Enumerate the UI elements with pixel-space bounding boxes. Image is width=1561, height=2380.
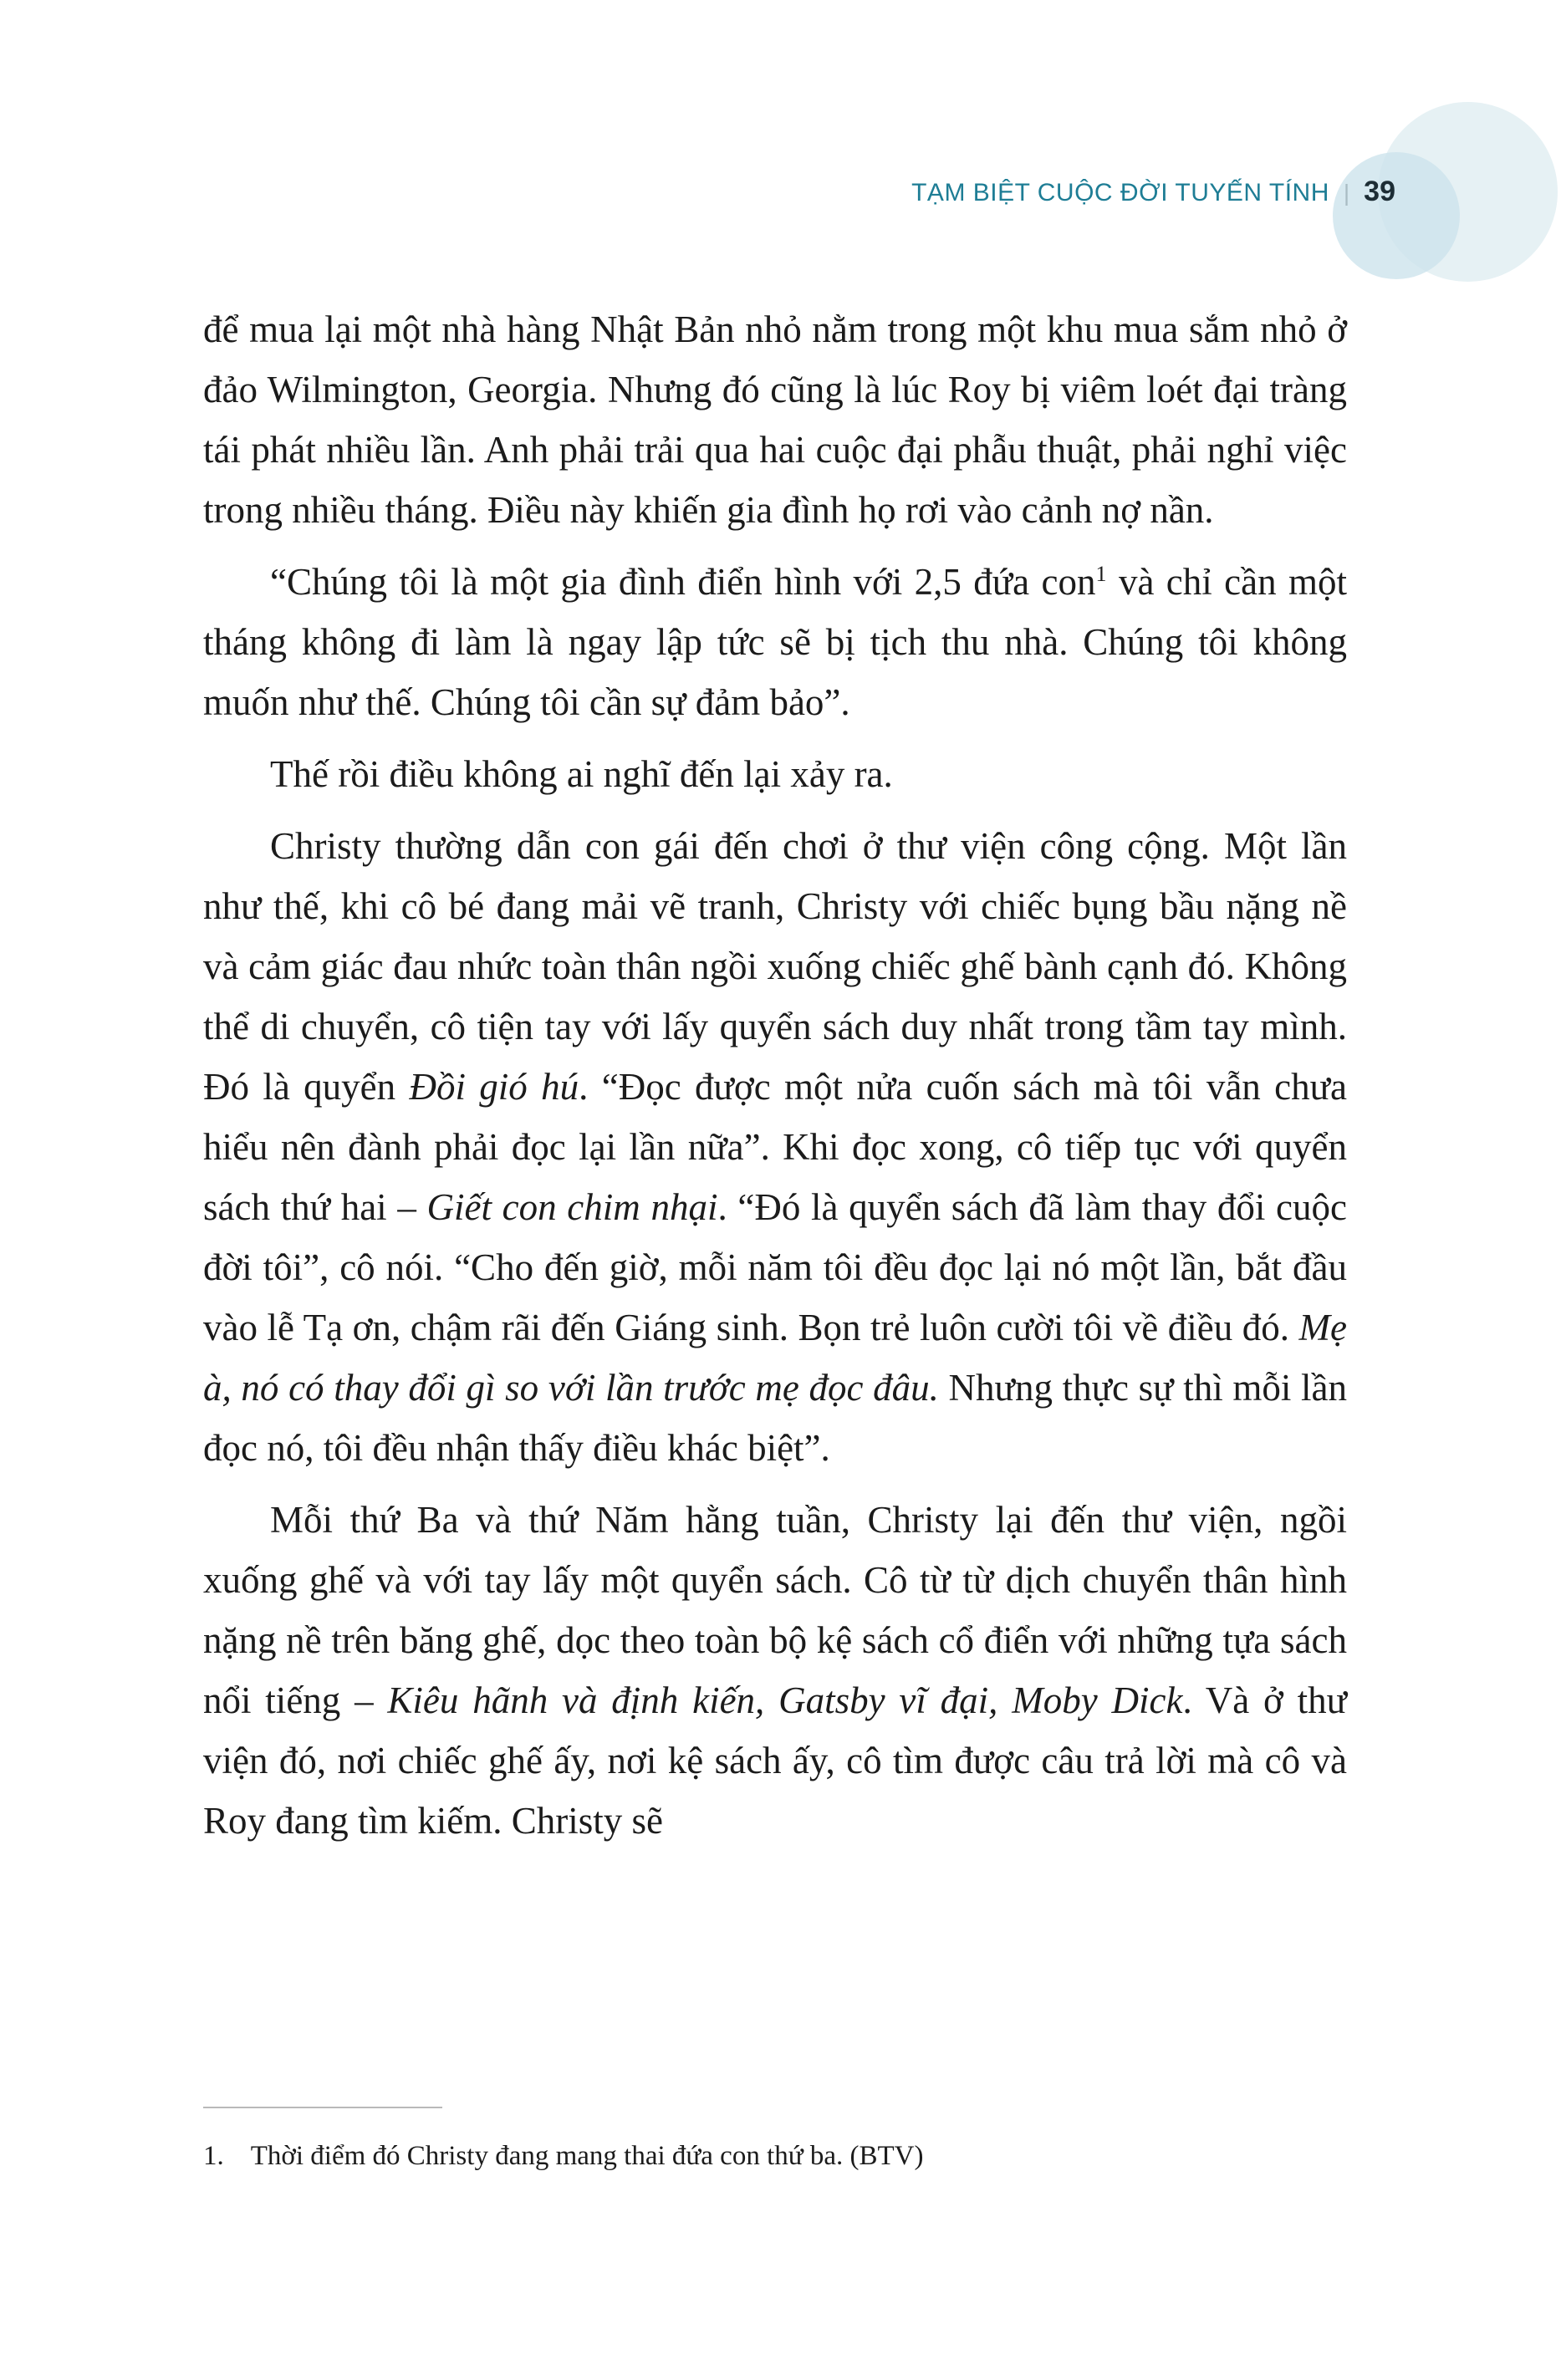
footnote-rule [203, 2107, 442, 2108]
running-title: TẠM BIỆT CUỘC ĐỜI TUYẾN TÍNH [911, 179, 1329, 206]
italic-text: Đồi gió hú [409, 1066, 579, 1108]
italic-text: Kiêu hãnh và định kiến, Gatsby vĩ đại, Moby Dick [387, 1679, 1183, 1721]
body-text [203, 299, 1347, 1863]
footnote-marker: 1 [1095, 562, 1107, 586]
text-run: Nhưng thực sự thì mỗi lần đọc nó, tôi đều nhận thấy điều khác biệt”. [203, 1367, 1347, 1469]
text-run: “Chúng tôi là một gia đình điển hình với 2,5 đứa con [270, 561, 1096, 603]
paragraph [203, 744, 1347, 804]
text-run: và chỉ cần một tháng không đi làm là ngay lập tức sẽ bị tịch thu nhà. Chúng tôi không muốn như thế. Chúng tôi cần sự đảm bảo”. [203, 561, 1347, 723]
italic-text: Giết con chim nhại [426, 1186, 718, 1228]
page-number: 39 [1364, 176, 1395, 207]
text-run: . “Đọc được một nửa cuốn sách mà tôi vẫn chưa hiểu nên đành phải đọc lại lần nữa”. Khi đọc xong, cô tiếp tục với quyển sách thứ hai – [203, 1066, 1347, 1228]
paragraph [203, 1490, 1347, 1851]
text-run: . Và ở thư viện đó, nơi chiếc ghế ấy, nơi kệ sách ấy, cô tìm được câu trả lời mà cô và Roy đang tìm kiếm. Christy sẽ [203, 1679, 1347, 1842]
text-run: Christy thường dẫn con gái đến chơi ở thư viện công cộng. Một lần như thế, khi cô bé đang mải vẽ tranh, Christy với chiếc bụng bầu nặng nề và cảm giác đau nhức toàn thân ngồi xuống chiếc ghế bành cạnh đó. Không thể di chuyển, cô tiện tay với lấy quyển sách duy nhất trong tầm tay mình. Đó là quyển [203, 825, 1347, 1108]
text-run: Thế rồi điều không ai nghĩ đến lại xảy ra. [270, 753, 893, 795]
paragraph [203, 816, 1347, 1478]
text-run: để mua lại một nhà hàng Nhật Bản nhỏ nằm trong một khu mua sắm nhỏ ở đảo Wilmington, Georgia. Nhưng đó cũng là lúc Roy bị viêm loét đại tràng tái phát nhiều lần. Anh phải trải qua hai cuộc đại phẫu thuật, phải nghỉ việc trong nhiều tháng. Điều này khiến gia đình họ rơi vào cảnh nợ nần. [203, 308, 1347, 531]
footnote-number: 1. [203, 2141, 224, 2171]
decorative-circle-small [1333, 152, 1460, 279]
text-run: . “Đó là quyển sách đã làm thay đổi cuộc đời tôi”, cô nói. “Cho đến giờ, mỗi năm tôi đều đọc lại nó một lần, bắt đầu vào lễ Tạ ơn, chậm rãi đến Giáng sinh. Bọn trẻ luôn cười tôi về điều đó. [203, 1186, 1347, 1348]
italic-text: Mẹ à, nó có thay đổi gì so với lần trước mẹ đọc đâu. [203, 1307, 1347, 1409]
text-run: Mỗi thứ Ba và thứ Năm hằng tuần, Christy lại đến thư viện, ngồi xuống ghế và với tay lấy một quyển sách. Cô từ từ dịch chuyển thân hình nặng nề trên băng ghế, dọc theo toàn bộ kệ sách cổ điển với những tựa sách nổi tiếng – [203, 1499, 1347, 1721]
footnote-text: Thời điểm đó Christy đang mang thai đứa con thứ ba. (BTV) [250, 2141, 924, 2171]
paragraph [203, 299, 1347, 540]
footnote [203, 2137, 1347, 2175]
header-separator: | [1343, 180, 1350, 206]
paragraph [203, 552, 1347, 732]
page-header [911, 176, 1395, 208]
